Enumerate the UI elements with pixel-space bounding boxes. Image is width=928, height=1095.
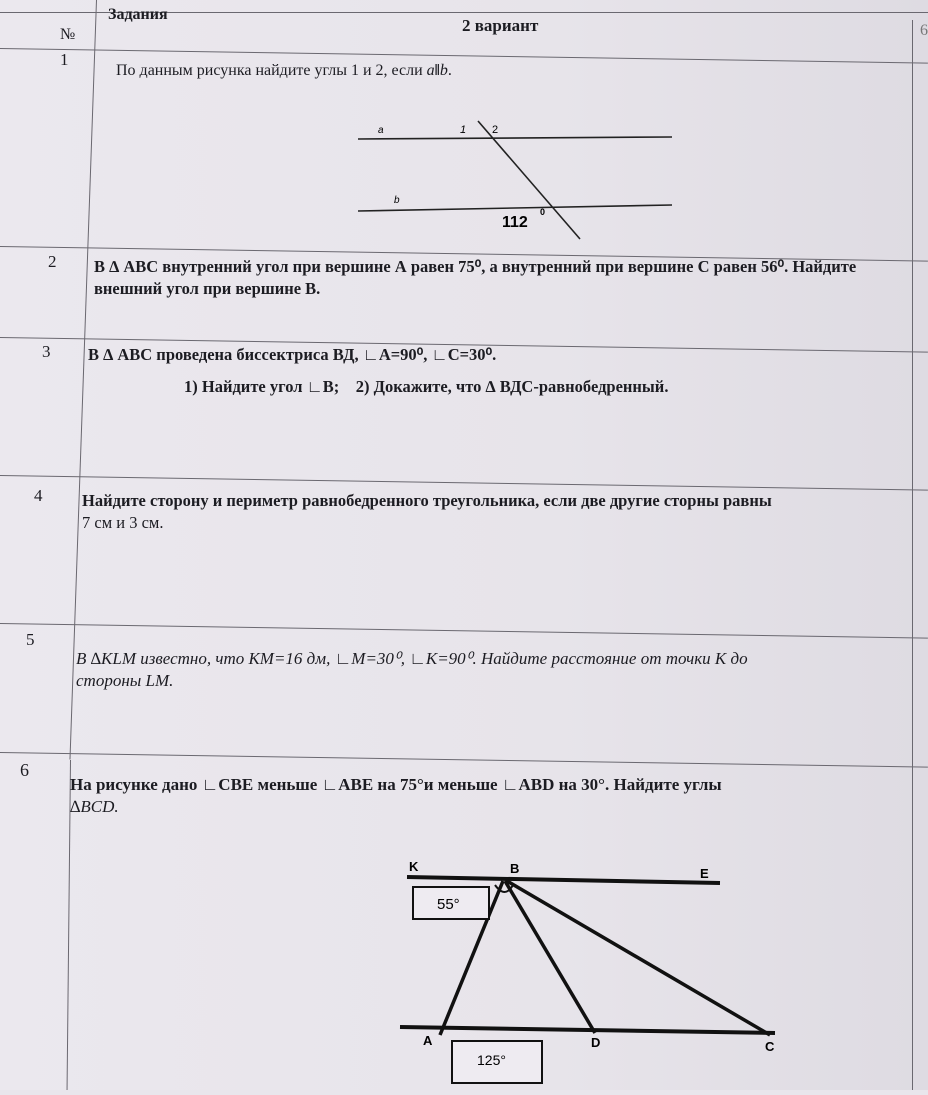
task-1-end: . <box>447 62 452 79</box>
column-border-number <box>69 0 97 760</box>
header-variant-label: 2 вариант <box>462 16 539 35</box>
row-border-5 <box>0 752 928 768</box>
task-4-line2: 7 см и 3 см. <box>82 513 164 532</box>
label-1: 1 <box>460 124 467 136</box>
label-K: K <box>409 859 419 874</box>
task-4-line1: Найдите сторону и периметр равнобедренного треугольника, если две другие сторны равны <box>82 491 772 510</box>
row-border-4 <box>0 623 928 639</box>
line-a <box>358 137 672 139</box>
task-text-2 <box>94 256 914 300</box>
task-number-1: 1 <box>60 50 69 69</box>
header-tasks-label: Задания <box>108 6 168 23</box>
line-b <box>358 205 672 211</box>
task-number-4: 4 <box>34 486 43 505</box>
label-a: a <box>378 125 384 136</box>
parallel-symbol: ‖ <box>434 62 440 79</box>
segment-BC <box>507 881 770 1035</box>
task-1-line-b: b <box>439 62 448 79</box>
task-6-line1: На рисунке дано ∟CBE меньше ∟ABE на 75°и меньше ∟ABD на 30°. Найдите углы <box>70 775 722 794</box>
row-border-3 <box>0 475 928 491</box>
label-b: b <box>394 195 400 206</box>
task-3-questions <box>184 376 668 398</box>
task-3-question2: 2) Докажите, что ∆ ВДС-равнобедренный. <box>355 377 669 396</box>
label-C: C <box>765 1039 775 1054</box>
task-3-question1: 1) Найдите угол ∟B; <box>184 377 340 396</box>
column-border-right <box>912 20 913 1090</box>
task-number-6: 6 <box>20 760 29 780</box>
task-2-line2: внешний угол при вершине В. <box>94 279 321 298</box>
line-KE <box>407 877 720 883</box>
page-edge-mark: 6 <box>920 22 928 39</box>
task-text-1 <box>116 60 452 82</box>
angle-112-degree: 0 <box>540 207 546 217</box>
angle-112-label: 112 <box>502 214 528 231</box>
task-number-2: 2 <box>48 252 57 271</box>
task-text-6 <box>70 774 722 818</box>
task-number-5: 5 <box>26 630 35 649</box>
segment-BD <box>505 881 595 1033</box>
task-text-3 <box>88 344 496 366</box>
task-1-line-a: a <box>426 62 435 79</box>
task-number-3: 3 <box>42 342 51 361</box>
task-5-line2: стороны LM. <box>76 671 174 690</box>
label-A: A <box>423 1033 433 1048</box>
angle-125-label: 125° <box>477 1052 506 1068</box>
task-2-line1: В ∆ ABC внутренний угол при вершине А равен 75⁰, а внутренний при вершине С равен 56⁰. Найдите <box>94 257 857 276</box>
task-3-line1: В ∆ ABC проведена биссектриса ВД, ∟A=90⁰, ∟C=30⁰. <box>88 345 497 364</box>
angle-55-label: 55° <box>437 896 460 913</box>
line-AC <box>400 1027 775 1033</box>
header-number-label: № <box>60 26 76 43</box>
task-6-line2: ∆BCD. <box>70 797 119 816</box>
task-text-5 <box>76 648 748 692</box>
label-2: 2 <box>492 124 499 136</box>
triangle-figure <box>395 855 795 1090</box>
task-1-text: По данным рисунка найдите углы 1 и 2, если <box>116 62 427 79</box>
parallel-lines-figure <box>350 115 680 245</box>
label-B: B <box>510 861 520 876</box>
task-text-4 <box>82 490 772 534</box>
label-E: E <box>700 866 709 881</box>
label-D: D <box>591 1035 601 1050</box>
task-5-line1: В ∆KLM известно, что KM=16 дм, ∟M=30⁰, ∟K=90⁰. Найдите расстояние от точки K до <box>76 649 748 668</box>
